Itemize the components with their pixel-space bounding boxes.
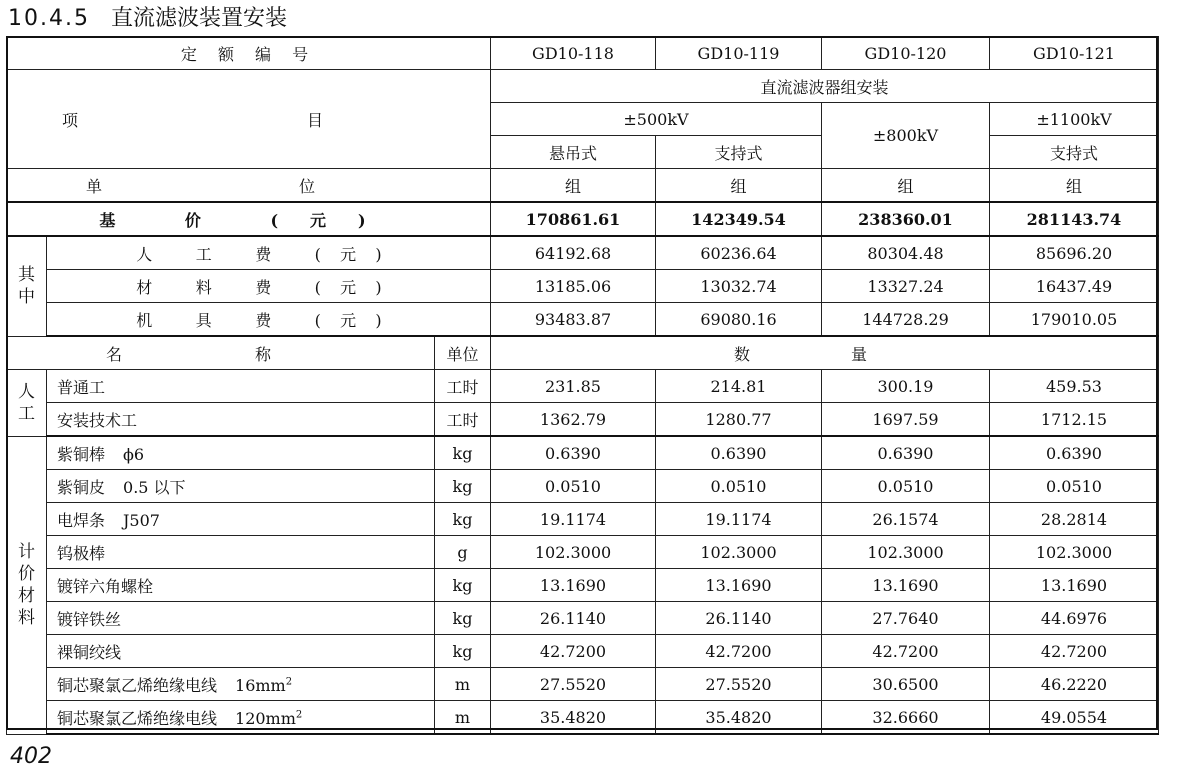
section-title: 直流滤波装置安装 (110, 6, 287, 31)
resource-name (47, 602, 435, 635)
resource-name (47, 470, 435, 503)
quantity-cell: 49.0554 (990, 701, 1159, 735)
resource-row (7, 470, 1159, 503)
section-number: 10.4.5 (8, 6, 90, 31)
resource-unit: kg (435, 602, 491, 635)
quantity-cell: 300.19 (822, 370, 990, 403)
machine-fee-cell: 93483.87 (491, 303, 656, 337)
code-cell: GD10-119 (656, 37, 822, 70)
quantity-cell: 0.0510 (491, 470, 656, 503)
row-material-fee (7, 270, 1159, 303)
resource-name-text: 电焊条 (57, 510, 106, 530)
resource-row (7, 436, 1159, 470)
resource-name-text: 铜芯聚氯乙烯绝缘电线 (57, 708, 218, 728)
resource-row (7, 635, 1159, 668)
category-material-text: 计 价 材 料 (18, 542, 35, 628)
labor-fee-cell: 60236.64 (656, 236, 822, 270)
resource-row (7, 503, 1159, 536)
quantity-cell: 1712.15 (990, 403, 1159, 437)
resource-spec-superscript: 2 (285, 676, 293, 688)
material-fee-cell: 13327.24 (822, 270, 990, 303)
resource-name-text: 普通工 (57, 377, 106, 397)
label-item: 项 目 (7, 70, 491, 169)
label-labor-fee: 人 工 费 (元) (47, 236, 491, 270)
row-name-header (7, 336, 1159, 370)
quantity-cell: 35.4820 (656, 701, 822, 735)
resource-name (47, 436, 435, 470)
quantity-cell: 231.85 (491, 370, 656, 403)
quantity-cell: 102.3000 (491, 536, 656, 569)
voltage-500: ±500kV (491, 103, 822, 136)
resource-name (47, 503, 435, 536)
resource-name (47, 370, 435, 403)
base-price-cell: 238360.01 (822, 202, 990, 236)
resource-name (47, 701, 435, 735)
quantity-cell: 0.0510 (822, 470, 990, 503)
quota-table (6, 36, 1159, 735)
resource-row (7, 668, 1159, 701)
base-price-cell: 170861.61 (491, 202, 656, 236)
quantity-cell: 13.1690 (990, 569, 1159, 602)
material-fee-cell: 13032.74 (656, 270, 822, 303)
resource-name-text: 裸铜绞线 (57, 642, 122, 662)
section-heading (8, 2, 287, 36)
resource-name-text: 钨极棒 (57, 543, 106, 563)
resource-unit: 工时 (435, 370, 491, 403)
row-labor-fee (7, 236, 1159, 270)
quantity-cell: 19.1174 (491, 503, 656, 536)
resource-row (7, 602, 1159, 635)
resource-unit: 工时 (435, 403, 491, 437)
quantity-cell: 214.81 (656, 370, 822, 403)
label-quantity: 数 量 (491, 336, 1159, 370)
category-material (7, 436, 47, 734)
category-labor-text: 人 工 (18, 381, 35, 424)
label-material-fee: 材 料 费 (元) (47, 270, 491, 303)
resource-unit: kg (435, 635, 491, 668)
quantity-cell: 42.7200 (990, 635, 1159, 668)
resource-name-text: 镀锌铁丝 (57, 609, 122, 629)
label-quota-code: 定 额 编 号 (7, 37, 491, 70)
code-cell: GD10-118 (491, 37, 656, 70)
resource-name (47, 635, 435, 668)
resource-row (7, 536, 1159, 569)
quantity-cell: 0.6390 (990, 436, 1159, 470)
quantity-cell: 102.3000 (990, 536, 1159, 569)
row-unit (7, 169, 1159, 203)
quantity-cell: 27.7640 (822, 602, 990, 635)
quantity-cell: 27.5520 (491, 668, 656, 701)
quantity-cell: 19.1174 (656, 503, 822, 536)
quantity-cell: 30.6500 (822, 668, 990, 701)
resource-name-text: 紫铜皮 (57, 477, 106, 497)
resource-unit: kg (435, 436, 491, 470)
resource-name-text: 紫铜棒 (57, 444, 106, 464)
resource-unit: m (435, 668, 491, 701)
base-price-cell: 281143.74 (990, 202, 1159, 236)
labor-fee-cell: 85696.20 (990, 236, 1159, 270)
label-of-which (7, 236, 47, 336)
quantity-cell: 1362.79 (491, 403, 656, 437)
unit-cell: 组 (822, 169, 990, 203)
resource-spec: 0.5 以下 (123, 477, 186, 497)
quantity-cell: 35.4820 (491, 701, 656, 735)
resource-spec: ϕ6 (123, 444, 145, 464)
category-labor (7, 370, 47, 437)
label-base-price: 基 价 (元) (7, 202, 491, 236)
material-fee-cell: 16437.49 (990, 270, 1159, 303)
resource-row (7, 370, 1159, 403)
quantity-cell: 42.7200 (822, 635, 990, 668)
resource-unit: m (435, 701, 491, 735)
quantity-cell: 0.6390 (491, 436, 656, 470)
quantity-cell: 13.1690 (491, 569, 656, 602)
resource-name (47, 569, 435, 602)
quantity-cell: 0.0510 (656, 470, 822, 503)
row-group-title (7, 70, 1159, 103)
group-title: 直流滤波器组安装 (491, 70, 1159, 103)
unit-cell: 组 (656, 169, 822, 203)
label-machine-fee: 机 具 费 (元) (47, 303, 491, 337)
page-number: 402 (10, 744, 52, 769)
labor-fee-cell: 80304.48 (822, 236, 990, 270)
resource-row (7, 701, 1159, 735)
resource-spec: 120mm (235, 708, 296, 728)
resource-spec: J507 (123, 510, 160, 530)
quantity-cell: 102.3000 (822, 536, 990, 569)
quantity-cell: 26.1140 (656, 602, 822, 635)
labor-fee-cell: 64192.68 (491, 236, 656, 270)
quantity-cell: 459.53 (990, 370, 1159, 403)
quantity-cell: 13.1690 (656, 569, 822, 602)
type-support: 支持式 (656, 136, 822, 169)
quantity-cell: 28.2814 (990, 503, 1159, 536)
code-cell: GD10-120 (822, 37, 990, 70)
quantity-cell: 46.2220 (990, 668, 1159, 701)
machine-fee-cell: 144728.29 (822, 303, 990, 337)
resource-name (47, 668, 435, 701)
resource-name-text: 安装技术工 (57, 410, 138, 430)
resource-name-text: 铜芯聚氯乙烯绝缘电线 (57, 675, 218, 695)
quantity-cell: 1697.59 (822, 403, 990, 437)
quantity-cell: 0.6390 (822, 436, 990, 470)
resource-spec: 16mm (235, 675, 286, 695)
quantity-cell: 26.1140 (491, 602, 656, 635)
machine-fee-cell: 179010.05 (990, 303, 1159, 337)
resource-row (7, 569, 1159, 602)
quantity-cell: 42.7200 (491, 635, 656, 668)
quantity-cell: 13.1690 (822, 569, 990, 602)
of-which-text: 其 中 (18, 265, 35, 308)
code-cell: GD10-121 (990, 37, 1159, 70)
resource-unit: kg (435, 569, 491, 602)
row-base-price (7, 202, 1159, 236)
row-machine-fee (7, 303, 1159, 337)
quantity-cell: 26.1574 (822, 503, 990, 536)
label-unit-short: 单位 (435, 336, 491, 370)
resource-spec-superscript: 2 (295, 709, 303, 721)
resource-row (7, 403, 1159, 437)
label-name: 名 称 (7, 336, 435, 370)
resource-unit: kg (435, 503, 491, 536)
quantity-cell: 0.6390 (656, 436, 822, 470)
type-suspended: 悬吊式 (491, 136, 656, 169)
resource-name (47, 403, 435, 437)
type-support: 支持式 (990, 136, 1159, 169)
unit-cell: 组 (990, 169, 1159, 203)
resource-name (47, 536, 435, 569)
resource-unit: g (435, 536, 491, 569)
quantity-cell: 44.6976 (990, 602, 1159, 635)
resource-name-text: 镀锌六角螺栓 (57, 576, 154, 596)
label-unit: 单 位 (7, 169, 491, 203)
quantity-cell: 27.5520 (656, 668, 822, 701)
quantity-cell: 32.6660 (822, 701, 990, 735)
material-fee-cell: 13185.06 (491, 270, 656, 303)
unit-cell: 组 (491, 169, 656, 203)
resource-unit: kg (435, 470, 491, 503)
quantity-cell: 42.7200 (656, 635, 822, 668)
row-quota-code (7, 37, 1159, 70)
quantity-cell: 0.0510 (990, 470, 1159, 503)
quantity-cell: 102.3000 (656, 536, 822, 569)
quantity-cell: 1280.77 (656, 403, 822, 437)
voltage-800: ±800kV (822, 103, 990, 169)
voltage-1100: ±1100kV (990, 103, 1159, 136)
base-price-cell: 142349.54 (656, 202, 822, 236)
machine-fee-cell: 69080.16 (656, 303, 822, 337)
